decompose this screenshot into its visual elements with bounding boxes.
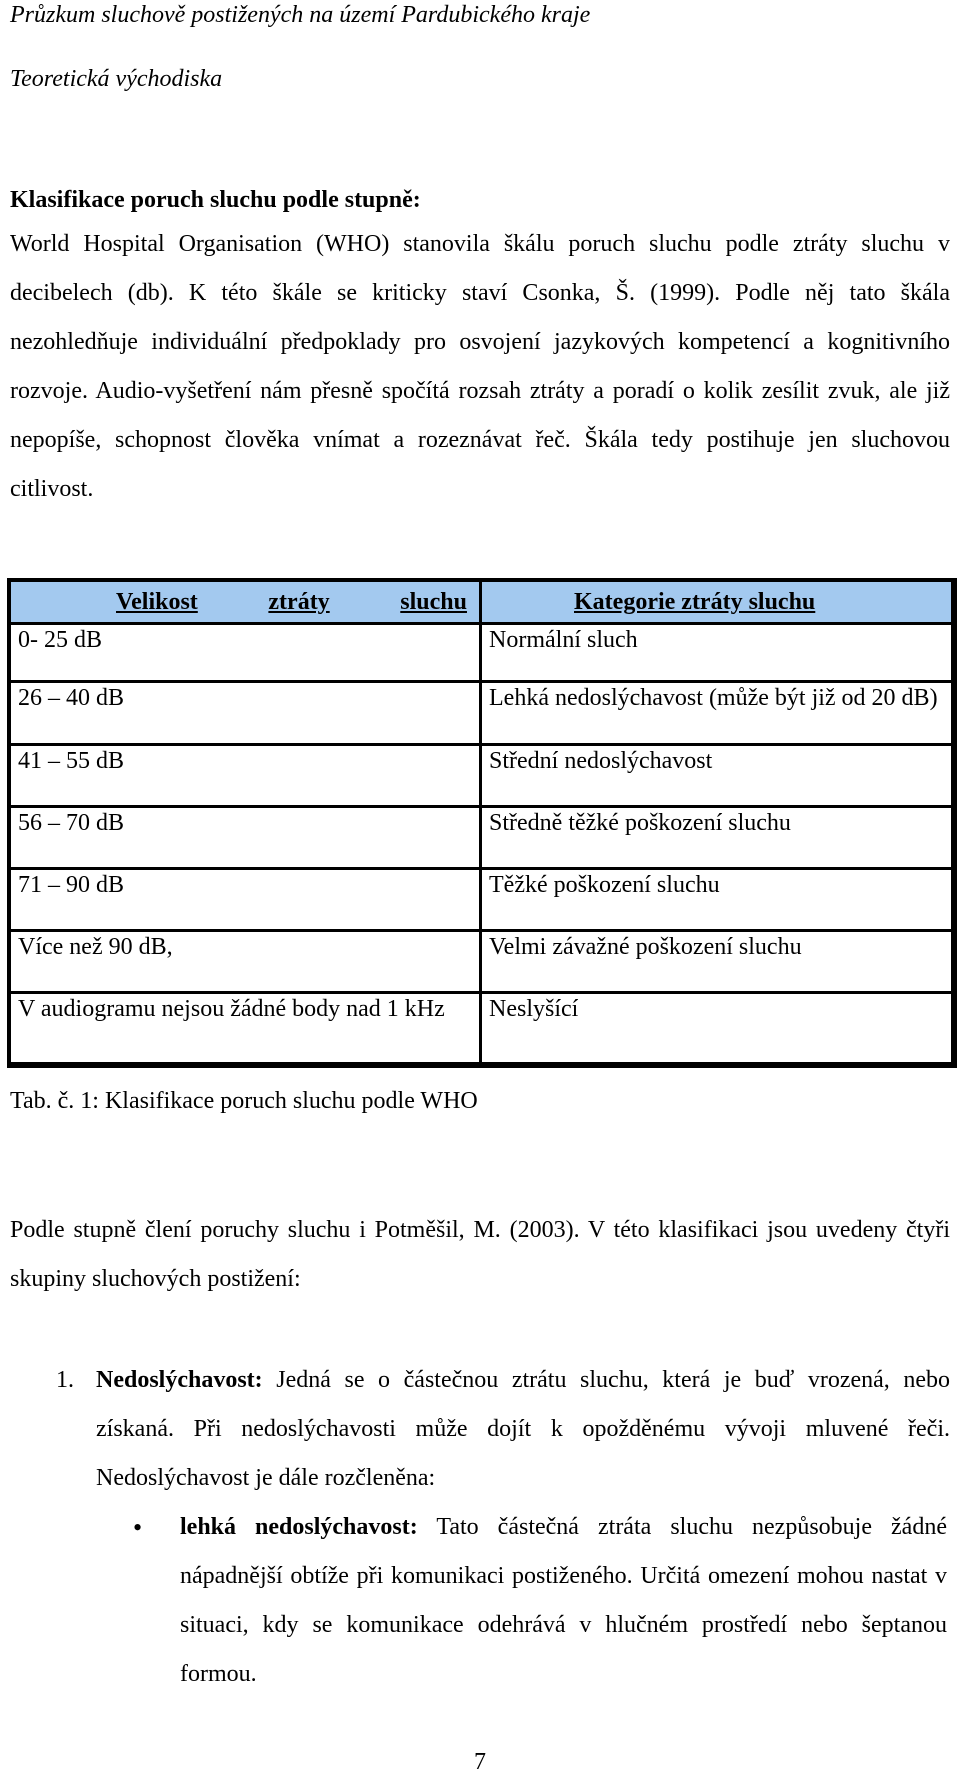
table-row bbox=[7, 625, 957, 683]
category-cell: Střední nedoslýchavost bbox=[482, 746, 957, 808]
category-cell: Neslyšící bbox=[482, 994, 957, 1068]
table-row bbox=[7, 808, 957, 870]
table-header-row bbox=[7, 578, 957, 625]
list-item-body bbox=[96, 1356, 950, 1503]
table-row bbox=[7, 932, 957, 994]
running-header-title: Průzkum sluchově postižených na území Pardubického kraje bbox=[10, 2, 591, 28]
range-cell: 71 – 90 dB bbox=[7, 870, 482, 932]
table-row bbox=[7, 746, 957, 808]
header-word: ztráty bbox=[268, 589, 330, 615]
category-cell: Středně těžké poškození sluchu bbox=[482, 808, 957, 870]
bullet-term: lehká nedoslýchavost: bbox=[180, 1514, 418, 1540]
range-cell: Více než 90 dB, bbox=[7, 932, 482, 994]
page-number: 7 bbox=[474, 1749, 486, 1775]
category-cell: Velmi závažné poškození sluchu bbox=[482, 932, 957, 994]
bullet-text: Tato částečná ztráta sluchu nezpůsobuje žádné nápadnější obtíže při komunikaci postiženého. Určitá omezení mohou nastat v situaci, kdy se komunikace odehrává v hlučném prostředí nebo šeptanou formou. bbox=[180, 1514, 947, 1687]
header-word: Velikost bbox=[116, 589, 198, 615]
classification-paragraph: Podle stupně člení poruchy sluchu i Potměšil, M. (2003). V této klasifikaci jsou uvedeny čtyři skupiny sluchových postižení: bbox=[10, 1217, 950, 1292]
header-word: sluchu bbox=[400, 589, 467, 615]
hearing-loss-table bbox=[7, 578, 957, 1068]
category-cell: Lehká nedoslýchavost (může být již od 20 dB) bbox=[482, 683, 957, 746]
range-cell: 41 – 55 dB bbox=[7, 746, 482, 808]
list-text: Jedná se o částečnou ztrátu sluchu, která je buď vrozená, nebo získaná. Při nedoslýchavosti může dojít k opožděnému vývoji mluvené řeči. Nedoslýchavost je dále rozčleněna: bbox=[96, 1367, 951, 1491]
header-cell-category: Kategorie ztráty sluchu bbox=[482, 578, 957, 625]
list-number: 1. bbox=[56, 1367, 74, 1393]
table-row bbox=[7, 994, 957, 1068]
section-heading: Klasifikace poruch sluchu podle stupně: bbox=[10, 187, 421, 213]
header-cell-loss-size bbox=[7, 578, 482, 625]
category-cell: Těžké poškození sluchu bbox=[482, 870, 957, 932]
table-row bbox=[7, 683, 957, 746]
category-cell: Normální sluch bbox=[482, 625, 957, 683]
intro-paragraph: World Hospital Organisation (WHO) stanovila škálu poruch sluchu podle ztráty sluchu v decibelech (db). K této škále se kriticky staví Csonka, Š. (1999). Podle něj tato škála nezohledňuje individuální předpoklady pro osvojení jazykových kompetencí a kognitivního rozvoje. Audio-vyšetření nám přesně spočítá rozsah ztráty a poradí o kolik zesílit zvuk, ale již nepopíše, schopnost člověka vnímat a rozeznávat řeč. Škála tedy postihuje jen sluchovou citlivost. bbox=[10, 231, 950, 502]
table-caption: Tab. č. 1: Klasifikace poruch sluchu podle WHO bbox=[10, 1088, 478, 1114]
table-row bbox=[7, 870, 957, 932]
range-cell: 56 – 70 dB bbox=[7, 808, 482, 870]
bullet-icon: • bbox=[133, 1513, 143, 1542]
range-cell: 0- 25 dB bbox=[7, 625, 482, 683]
list-term: Nedoslýchavost: bbox=[96, 1367, 263, 1393]
range-cell: 26 – 40 dB bbox=[7, 683, 482, 746]
bullet-item-body bbox=[180, 1503, 947, 1699]
running-header-section: Teoretická východiska bbox=[10, 66, 223, 92]
range-cell: V audiogramu nejsou žádné body nad 1 kHz bbox=[7, 994, 482, 1068]
